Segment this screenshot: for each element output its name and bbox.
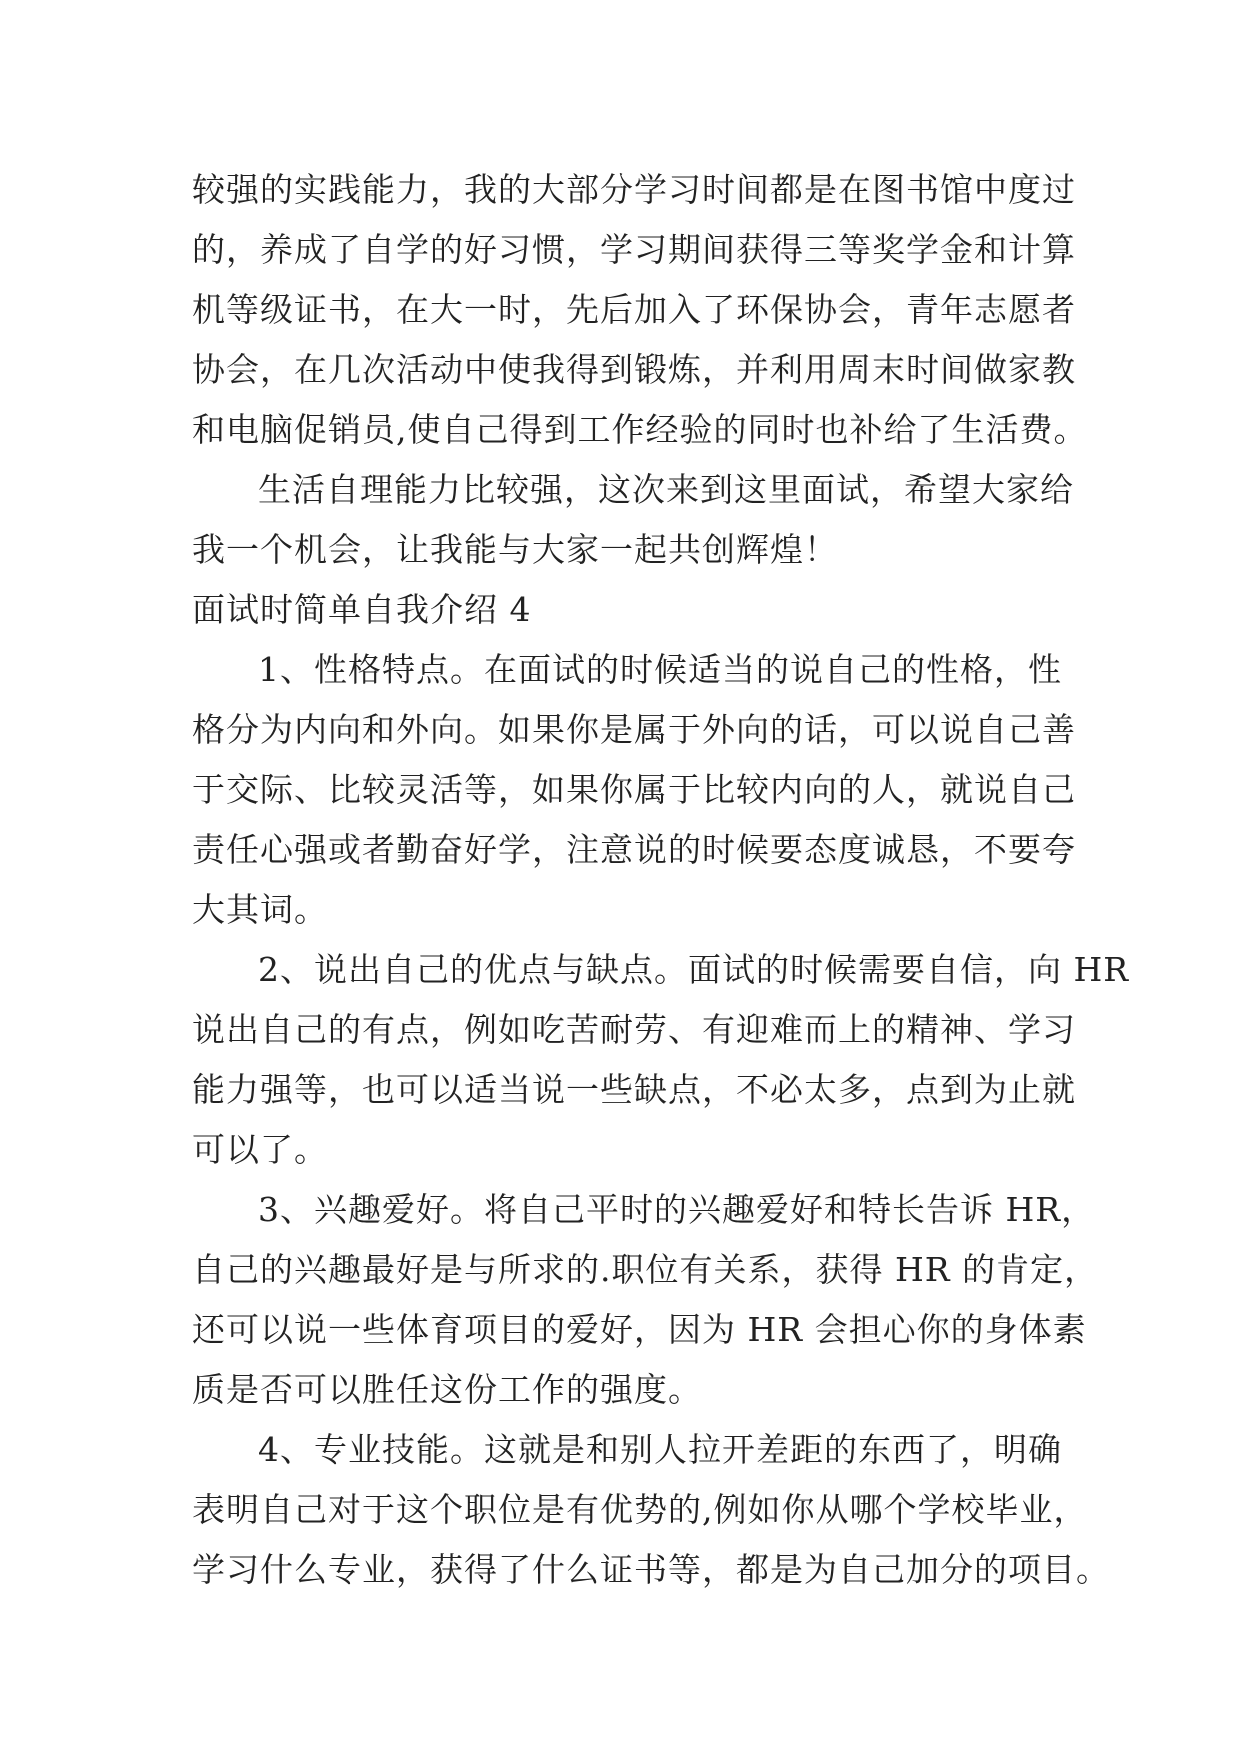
text-line: 于交际、比较灵活等，如果你属于比较内向的人，就说自己 xyxy=(192,770,1076,809)
text-line: 格分为内向和外向。如果你是属于外向的话，可以说自己善 xyxy=(192,710,1076,749)
text-line: 学习什么专业，获得了什么证书等，都是为自己加分的项目。 xyxy=(192,1550,1110,1589)
text-line: 责任心强或者勤奋好学，注意说的时候要态度诚恳，不要夸 xyxy=(192,830,1076,869)
text-line: 我一个机会，让我能与大家一起共创辉煌！ xyxy=(192,530,838,569)
text-line: 1、性格特点。在面试的时候适当的说自己的性格，性 xyxy=(258,650,1062,689)
text-line: 能力强等，也可以适当说一些缺点，不必太多，点到为止就 xyxy=(192,1070,1076,1109)
text-line: 3、兴趣爱好。将自己平时的兴趣爱好和特长告诉 HR， xyxy=(258,1190,1096,1229)
text-line: 较强的实践能力，我的大部分学习时间都是在图书馆中度过 xyxy=(192,170,1076,209)
text-line: 还可以说一些体育项目的爱好，因为 HR 会担心你的身体素 xyxy=(192,1310,1087,1349)
text-line: 协会，在几次活动中使我得到锻炼，并利用周末时间做家教 xyxy=(192,350,1076,389)
text-line: 自己的兴趣最好是与所求的.职位有关系，获得 HR 的肯定， xyxy=(192,1250,1099,1289)
text-line: 的，养成了自学的好习惯，学习期间获得三等奖学金和计算 xyxy=(192,230,1076,269)
document-body xyxy=(192,160,1130,1600)
text-line: 和电脑促销员,使自己得到工作经验的同时也补给了生活费。 xyxy=(192,410,1088,449)
text-line: 2、说出自己的优点与缺点。面试的时候需要自信，向 HR xyxy=(258,950,1130,989)
text-line: 可以了。 xyxy=(192,1130,328,1169)
text-line: 表明自己对于这个职位是有优势的,例如你从哪个学校毕业， xyxy=(192,1490,1088,1529)
text-line: 生活自理能力比较强，这次来到这里面试，希望大家给 xyxy=(258,470,1074,509)
text-line: 机等级证书，在大一时，先后加入了环保协会，青年志愿者 xyxy=(192,290,1076,329)
text-line: 说出自己的有点，例如吃苦耐劳、有迎难而上的精神、学习 xyxy=(192,1010,1076,1049)
text-line: 质是否可以胜任这份工作的强度。 xyxy=(192,1370,702,1409)
text-line: 面试时简单自我介绍 4 xyxy=(192,590,532,629)
text-line: 大其词。 xyxy=(192,890,328,929)
text-line: 4、专业技能。这就是和别人拉开差距的东西了，明确 xyxy=(258,1430,1062,1469)
